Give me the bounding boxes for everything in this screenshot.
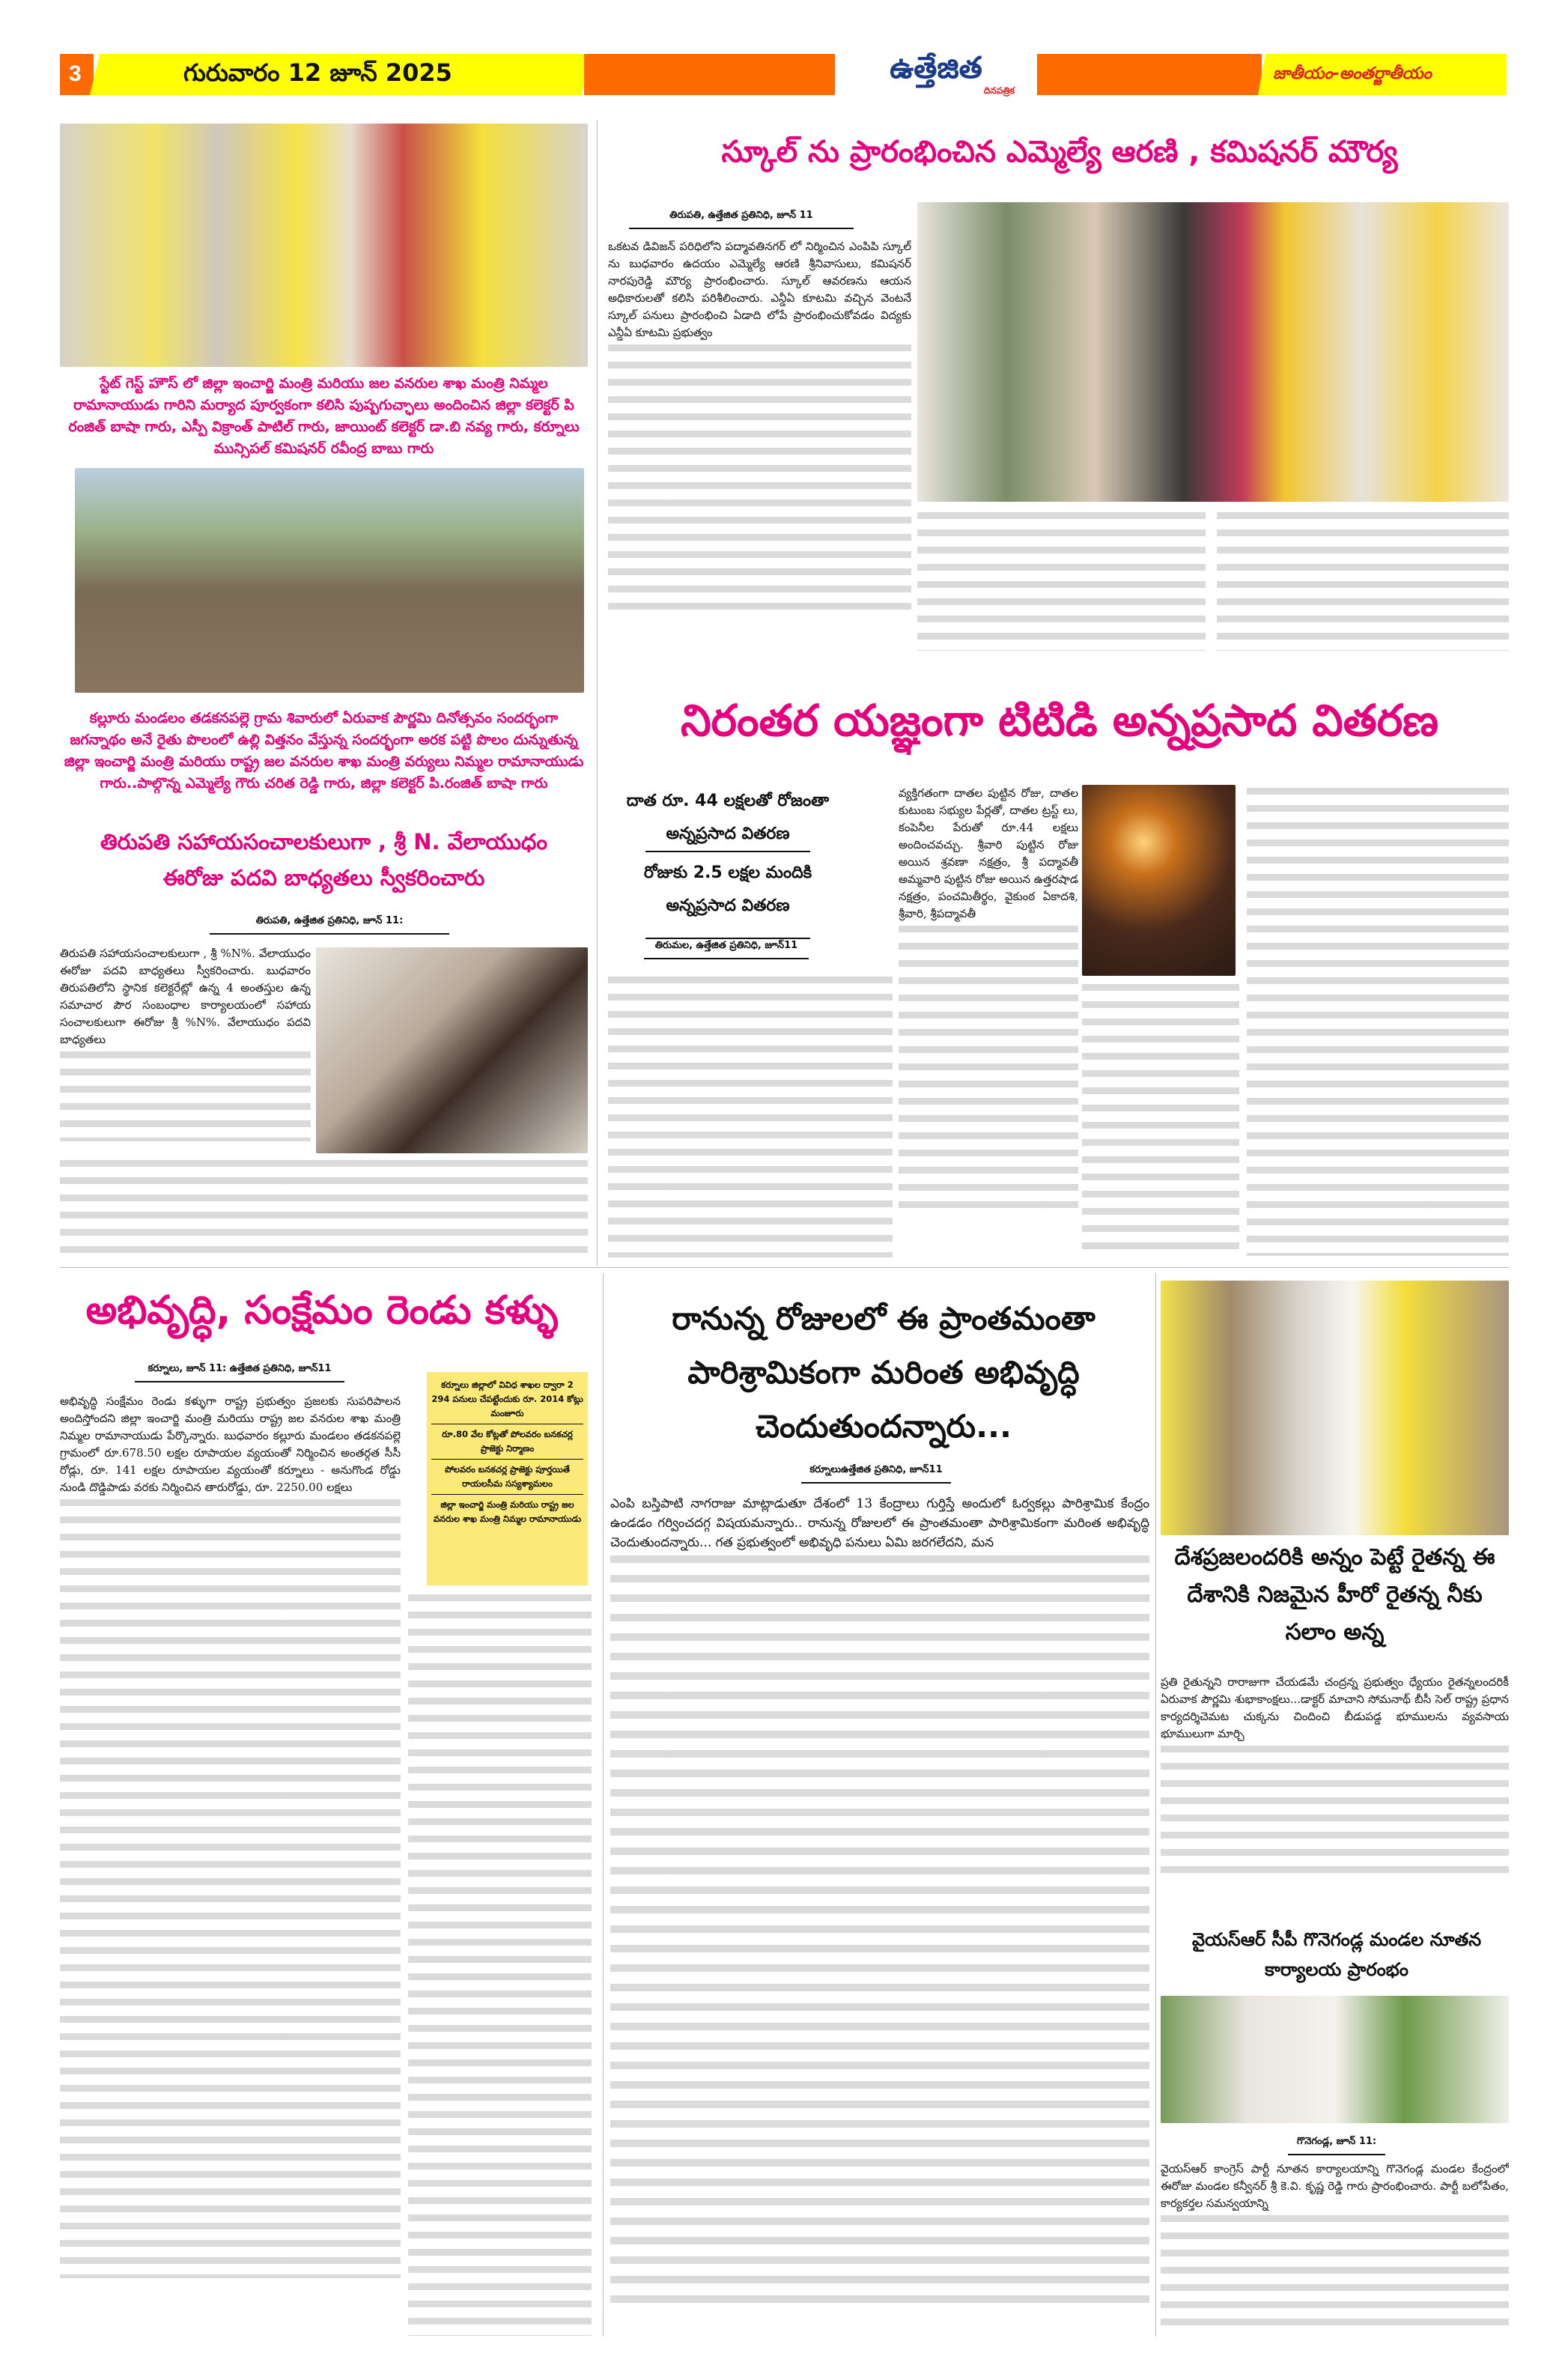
column-divider (597, 120, 598, 1266)
highlights-box (427, 1372, 588, 1585)
tirupati-body-cont (60, 1157, 588, 1258)
annaprasada-body-text: వ్యక్తిగతంగా దాతల పుట్టిన రోజు, దాతల కుటుంబ సభ్యుల పేర్లతో, దాతల ట్రస్ట్ లు, కంపెనీల పేరుతో రూ.44 లక్షలు అందించవచ్చు. శ్రీవారి పుట్టిన రోజు అయిన శ్రవణా నక్షత్రం, శ్రీ పద్మావతీ అమ్మవారి పుట్టిన రోజు అయిన ఉత్తరషాడ నక్షత్రం, పంచమితీర్థం, వైకుంఠ ఏకాదశి, శ్రీవారి, శ్రీపద్మావతీ (899, 786, 1078, 920)
highlight-1: కర్నూలు జిల్లాలో వివిధ శాఖల ద్వారా 2 294 పనులు చేపట్టేందుకు రూ. 2014 కోట్లు మంజూరు (431, 1378, 583, 1424)
farmer-bulls-photo (1161, 1281, 1509, 1535)
column-divider (1155, 1273, 1156, 2337)
velayudham-photo (316, 947, 588, 1153)
logo-text: ఉత్తేజిత (890, 51, 982, 85)
school-body-text: ఒకటవ డివిజన్ పరిధిలోని పద్మావతినగర్ లో నిర్మించిన ఎంపిపి స్కూల్ ను బుధవారం ఉదయం ఎమ్మెల్యే ఆరణి శ్రీనివాసులు, కమిషనర్ నారపురెడ్డి మౌర్య ప్రారంభించారు. స్కూల్ ఆవరణను ఆయన అధికారులతో కలిసి పరిశీలించారు. ఎన్డీఏ కూటమి వచ్చిన వెంటనే స్కూల్ పనులు ప్రారంభించి ఏడాది లోపే ప్రారంభించుకోవడం విద్యకు ఎన్డీఏ కూటమి ప్రభుత్వం (608, 240, 911, 339)
industry-body-text: ఎంపి బస్తిపాటి నాగరాజు మాట్లాడుతూ దేశంలో 13 కేంద్రాలు గుర్తిస్తే అందులో ఓర్వకల్లు పారిశ్రామిక కేంద్రం ఉండడం గర్వించదగ్గ విషయమన్నారు.. రానున్న రోజులలో ఈ ప్రాంతమంతా పారిశ్రామికంగా మరింత అభివృద్ధి చెందుతుందన్నారు... గత ప్రభుత్వంలో అభివృధి పనులు ఏమి జరగలేదని, మన (610, 1496, 1149, 1550)
annaprasada-subheads (608, 785, 848, 939)
text-continuation (60, 1051, 311, 1141)
school-dateline: తిరుపతి, ఉత్తేజిత ప్రతినిధి, జూన్ 11 (629, 210, 854, 229)
temple-deity-photo (1082, 785, 1236, 976)
tirupati-body (60, 945, 311, 1151)
field-ploughing-photo (75, 468, 584, 693)
farmer-body (1161, 1674, 1509, 1891)
column-divider (603, 1273, 604, 2337)
annaprasada-body-col2 (899, 785, 1078, 1258)
photo1-caption: స్టేట్ గెస్ట్ హౌస్ లో జిల్లా ఇంచార్జి మంత్రి మరియు జల వనరుల శాఖ మంత్రి నిమ్మల రామానాయుడు గారిని మర్యాద పూర్వకంగా కలిసి పుష్పగుచ్ఛాలు అందించిన జిల్లా కలెక్టర్ పి రంజిత్ బాషా గారు, ఎస్పీ విక్రాంత్ పాటిల్ గారు, జాయింట్ కలెక్టర్ డా.బి నవ్య గారు, కర్నూలు మున్సిపల్ కమిషనర్ రవీంద్ర బాబు గారు (68, 375, 580, 457)
industry-headline: రానున్న రోజులలో ఈ ప్రాంతమంతా పారిశ్రామికంగా మరింత అభివృద్ధి చెందుతుందన్నారు... (672, 1300, 1096, 1445)
development-body-cont (408, 1591, 592, 2337)
development-dateline: కర్నూలు, జూన్ 11: ఉత్తేజిత ప్రతినిధి, జూన్11 (135, 1363, 344, 1382)
school-inauguration-photo (917, 202, 1509, 502)
text-continuation (1217, 512, 1509, 651)
text-continuation (608, 344, 911, 614)
annaprasada-body-col3 (1247, 785, 1509, 1258)
annaprasada-headline: నిరంతర యజ్ఞంగా టిటిడి అన్నప్రసాద వితరణ (680, 695, 1439, 746)
highlight-2: రూ.80 వేల కోట్లతో పోలవరం బనకచర్ల ప్రాజెక్టు నిర్మాణం (431, 1427, 583, 1460)
section-divider (60, 1267, 1509, 1268)
tirupati-dateline: తిరుపతి, ఉత్తేజిత ప్రతినిధి, జూన్ 11: (210, 915, 449, 935)
annaprasada-body-col1 (608, 974, 893, 1258)
section-name: జాతీయం-అంతర్జాతీయం (1273, 64, 1432, 83)
text-continuation (1161, 2215, 1509, 2328)
text-continuation (608, 977, 893, 1257)
industry-dateline: కర్నూలుఉత్తేజిత ప్రతినిధి, జూన్11 (801, 1464, 951, 1484)
development-body (60, 1393, 401, 2337)
industry-body (610, 1494, 1149, 2337)
header-band-right (1037, 54, 1262, 95)
text-continuation (917, 512, 1206, 651)
ysrcp-body (1161, 2161, 1509, 2337)
school-body-col2 (917, 509, 1206, 652)
text-continuation (1247, 788, 1509, 1256)
ysrcp-headline: వైయస్ఆర్ సీపీ గొనెగండ్ల మండల నూతన కార్యాలయ ప్రారంభం (1191, 1929, 1482, 1980)
text-continuation (1161, 1746, 1509, 1880)
text-continuation (1082, 984, 1239, 1257)
tirupati-body-text: తిరుపతి సహాయసంచాలకులుగా , శ్రీ %N%. వేలాయుధం ఈరోజు పదవి బాధ్యతలు స్వీకరించారు. బుధవారం తిరుపతిలోని స్థానిక కలెక్టరేట్లో ఉన్న 4 అంతస్తుల ఉన్న సమాచార పౌర సంబంధాల కార్యాలయంలో సహాయ సంచాలకులుగా ఈరోజు శ్రీ %N%. వేలాయుధం పదవి బాధ్యతలు (60, 947, 311, 1046)
text-continuation (60, 1499, 401, 2278)
text-continuation (899, 926, 1078, 1210)
annaprasada-body-col2b (1082, 981, 1239, 1258)
logo-subtitle: దినపత్రిక (983, 85, 1015, 96)
farmer-body-text: ప్రతి రైతున్నని రారాజుగా చేయడమే చంద్రన్న ప్రభుత్వం ధ్యేయం రైతన్నలందరికీ ఏరువాక పౌర్ణమి శుభాకాంక్షలు...డాక్టర్ మాచాని సోమనాథ్ బీసీ సెల్ రాష్ట్ర ప్రధాన కార్యదర్శిచెమట చుక్కను చిందించి బీడుపడ్డ భూములను వ్యవసాయ భూములుగా మార్చి (1161, 1675, 1509, 1740)
tirupati-headline-line1: తిరుపతి సహాయసంచాలకులుగా , శ్రీ N. వేలాయుధం (100, 829, 548, 854)
tirupati-headline (60, 824, 588, 896)
photo2-caption: కల్లూరు మండలం తడకనపల్లె గ్రామ శివారులో ఏరువాక పౌర్ణమి దినోత్సవం సందర్భంగా జగన్నాథం అనే రైతు పొలంలో ఉల్లి విత్తనం వేస్తున్న సందర్భంగా అరక పట్టి పొలం దున్నుతున్న జిల్లా ఇంచార్జి మంత్రి మరియు రాష్ట్ర జల వనరుల శాఖ మంత్రి వర్యులు నిమ్మల రామానాయుడు గారు..పాల్గొన్న ఎమ్మెల్యే గౌరు చరిత రెడ్డి గారు, జిల్లా కలెక్టర్ పి.రంజిత్ బాషా గారు (64, 710, 584, 792)
page-number: 3 (69, 61, 82, 86)
subhead-2: అన్నప్రసాద వితరణ (645, 818, 810, 852)
highlight-3: పోలవరం బనకచర్ల ప్రాజెక్టు పూర్తయితే రాయలసీమ సస్యశ్యామలం (431, 1463, 583, 1495)
school-body (608, 238, 911, 650)
text-continuation (610, 1555, 1149, 2304)
school-headline: స్కూల్ ను ప్రారంభించిన ఎమ్మెల్యే ఆరణి , కమిషనర్ మౌర్య (721, 135, 1398, 169)
minister-greeting-photo (60, 124, 588, 367)
highlight-4: జిల్లా ఇంచార్జి మంత్రి మరియు రాష్ట్ర జల వనరుల శాఖ మంత్రి నిమ్మల రామానాయుడు (433, 1499, 582, 1524)
tirupati-headline-line2: ఈరోజు పదవి బాధ్యతలు స్వీకరించారు (162, 865, 485, 890)
newspaper-logo (842, 51, 1030, 103)
issue-date: గురువారం 12 జూన్ 2025 (183, 58, 452, 87)
office-opening-photo (1161, 1996, 1509, 2123)
text-continuation (60, 1160, 588, 1257)
text-continuation (408, 1594, 592, 2336)
annaprasada-dateline: తిరుమల, ఉత్తేజిత ప్రతినిధి, జూన్11 (644, 940, 809, 959)
ysrcp-body-text: వైయస్ఆర్ కాంగ్రెస్ పార్టీ నూతన కార్యాలయాన్ని గొనెగండ్ల మండల కేంద్రంలో ఈరోజు మండల కన్వీనర్ శ్రీ కె.వి. కృష్ణ రెడ్డి గారు ప్రారంభించారు. పార్టీ బలోపేతం, కార్యకర్తల సమన్వయాన్ని (1161, 2162, 1509, 2210)
school-body-col3 (1217, 509, 1509, 652)
subhead-3: రోజుకు 2.5 లక్షల మందికి (643, 863, 812, 882)
farmer-headline: దేశప్రజలందరికి అన్నం పెట్టే రైతన్న ఈ దేశానికి నిజమైన హీరో రైతన్న నీకు సలాం అన్న (1174, 1544, 1495, 1645)
ysrcp-dateline: గొనెగండ్ల, జూన్ 11: (1288, 2136, 1385, 2155)
development-headline: అభివృద్ధి, సంక్షేమం రెండు కళ్ళు (85, 1288, 559, 1333)
subhead-4: అన్నప్రసాద వితరణ (645, 890, 810, 939)
development-body-text: అభివృద్ధి సంక్షేమం రెండు కళ్ళుగా రాష్ట్ర ప్రభుత్వం ప్రజలకు సుపరిపాలన అందిస్తోందని జిల్లా ఇంచార్జి మంత్రి మరియు రాష్ట్ర జల వనరుల శాఖ మంత్రి నిమ్మల రామానాయుడు పేర్కొన్నారు. బుధవారం కల్లూరు మండలం తడకనపల్లె గ్రామంలో రూ.678.50 లక్షల రూపాయల వ్యయంతో నిర్మించిన అంతర్గత సీసీ రోడ్లు, రూ. 141 లక్షల రూపాయల వ్యయంతో కర్నూలు - అనుగొండ రోడ్డు నుండి దొడ్డిపాడు వరకు నిర్మించిన తారురోడ్డు, రూ. 2250.00 లక్షలు (60, 1394, 401, 1494)
header-band-left (584, 54, 835, 95)
subhead-1: దాత రూ. 44 లక్షలతో రోజంతా (626, 792, 830, 810)
